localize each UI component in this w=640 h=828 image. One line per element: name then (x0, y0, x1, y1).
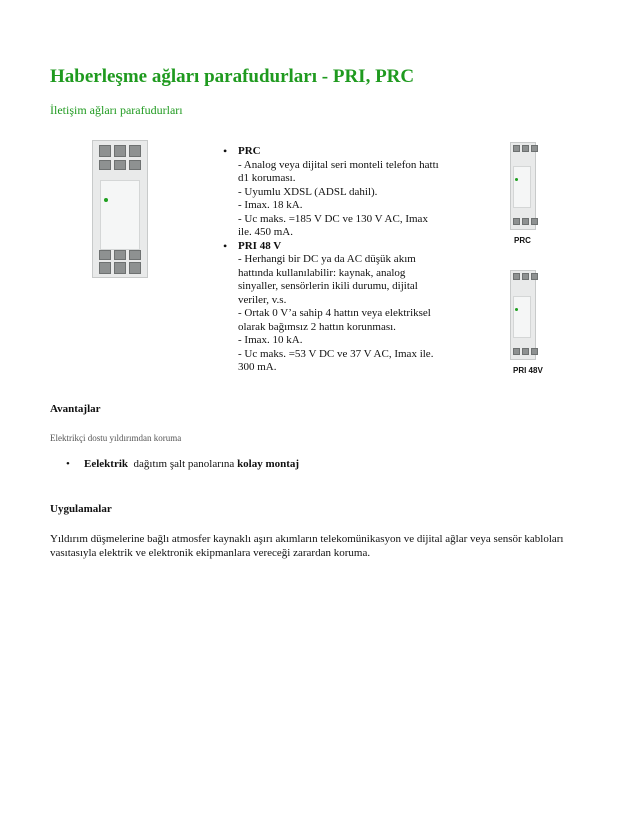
spec-pri-line: - Herhangi bir DC ya da AC düşük akım (238, 253, 416, 265)
bullet-symbol: • (66, 458, 70, 470)
spec-block (222, 145, 484, 375)
bullet-bold-2: kolay montaj (237, 458, 300, 470)
spec-prc-line: ile. 450 mA. (238, 226, 293, 238)
product-image-prc (510, 142, 536, 230)
spec-prc-line: - Uc maks. =185 V DC ve 130 V AC, Imax (238, 212, 428, 225)
product-image-pri (510, 270, 536, 360)
advantages-list (66, 458, 299, 470)
caption-pri: PRI 48V (513, 366, 543, 375)
spec-prc-line: - Uyumlu XDSL (ADSL dahil). (238, 185, 378, 198)
spec-prc-line: d1 koruması. (238, 172, 296, 184)
spec-pri-line: - Ortak 0 V’a sahip 4 hattın veya elektriksel (238, 307, 431, 319)
spec-prc-name: • PRC (238, 145, 261, 157)
spec-pri-line: sinyaller, sensörlerin ikili durumu, dijital (238, 280, 418, 292)
list-item (84, 458, 299, 470)
applications-text: Yıldırım düşmelerine bağlı atmosfer kaynaklı aşırı akımların telekomünikasyon ve dijital ağlar veya sensör kabloları vasıtasıyla elektrik ve elektronik ekipmanlara vereceği zarardan koruma. (50, 533, 564, 559)
spec-pri-name: • PRI 48 V (238, 239, 282, 252)
spec-item-pri (222, 240, 484, 375)
spec-prc-line: - Analog veya dijital seri monteli telefon hattı (238, 158, 439, 171)
spec-pri-line: olarak bağımsız 2 hattın korunması. (238, 320, 396, 333)
applications-heading: Uygulamalar (50, 503, 112, 515)
spec-pri-line: 300 mA. (238, 361, 277, 373)
spec-pri-line: - Uc maks. =53 V DC ve 37 V AC, Imax ile. (238, 347, 434, 360)
spec-pri-line: veriler, v.s. (238, 293, 287, 306)
advantages-subheading: Elektrikçi dostu yıldırımdan koruma (50, 433, 182, 443)
bullet-bold-1: Eelektrik (84, 458, 128, 470)
page-title: Haberleşme ağları parafudurları - PRI, PRC (50, 66, 415, 87)
bullet-normal: dağıtım şalt panolarına (128, 458, 238, 470)
spec-item-prc (222, 145, 484, 240)
spec-pri-line: - Imax. 10 kA. (238, 334, 303, 346)
page-subtitle: İletişim ağları parafudurları (50, 103, 183, 117)
spec-pri-line: hattında kullanılabilir: kaynak, analog (238, 266, 406, 279)
advantages-heading: Avantajlar (50, 403, 101, 415)
caption-prc: PRC (514, 236, 531, 245)
spec-prc-line: - Imax. 18 kA. (238, 199, 303, 211)
product-image-main (92, 140, 148, 278)
